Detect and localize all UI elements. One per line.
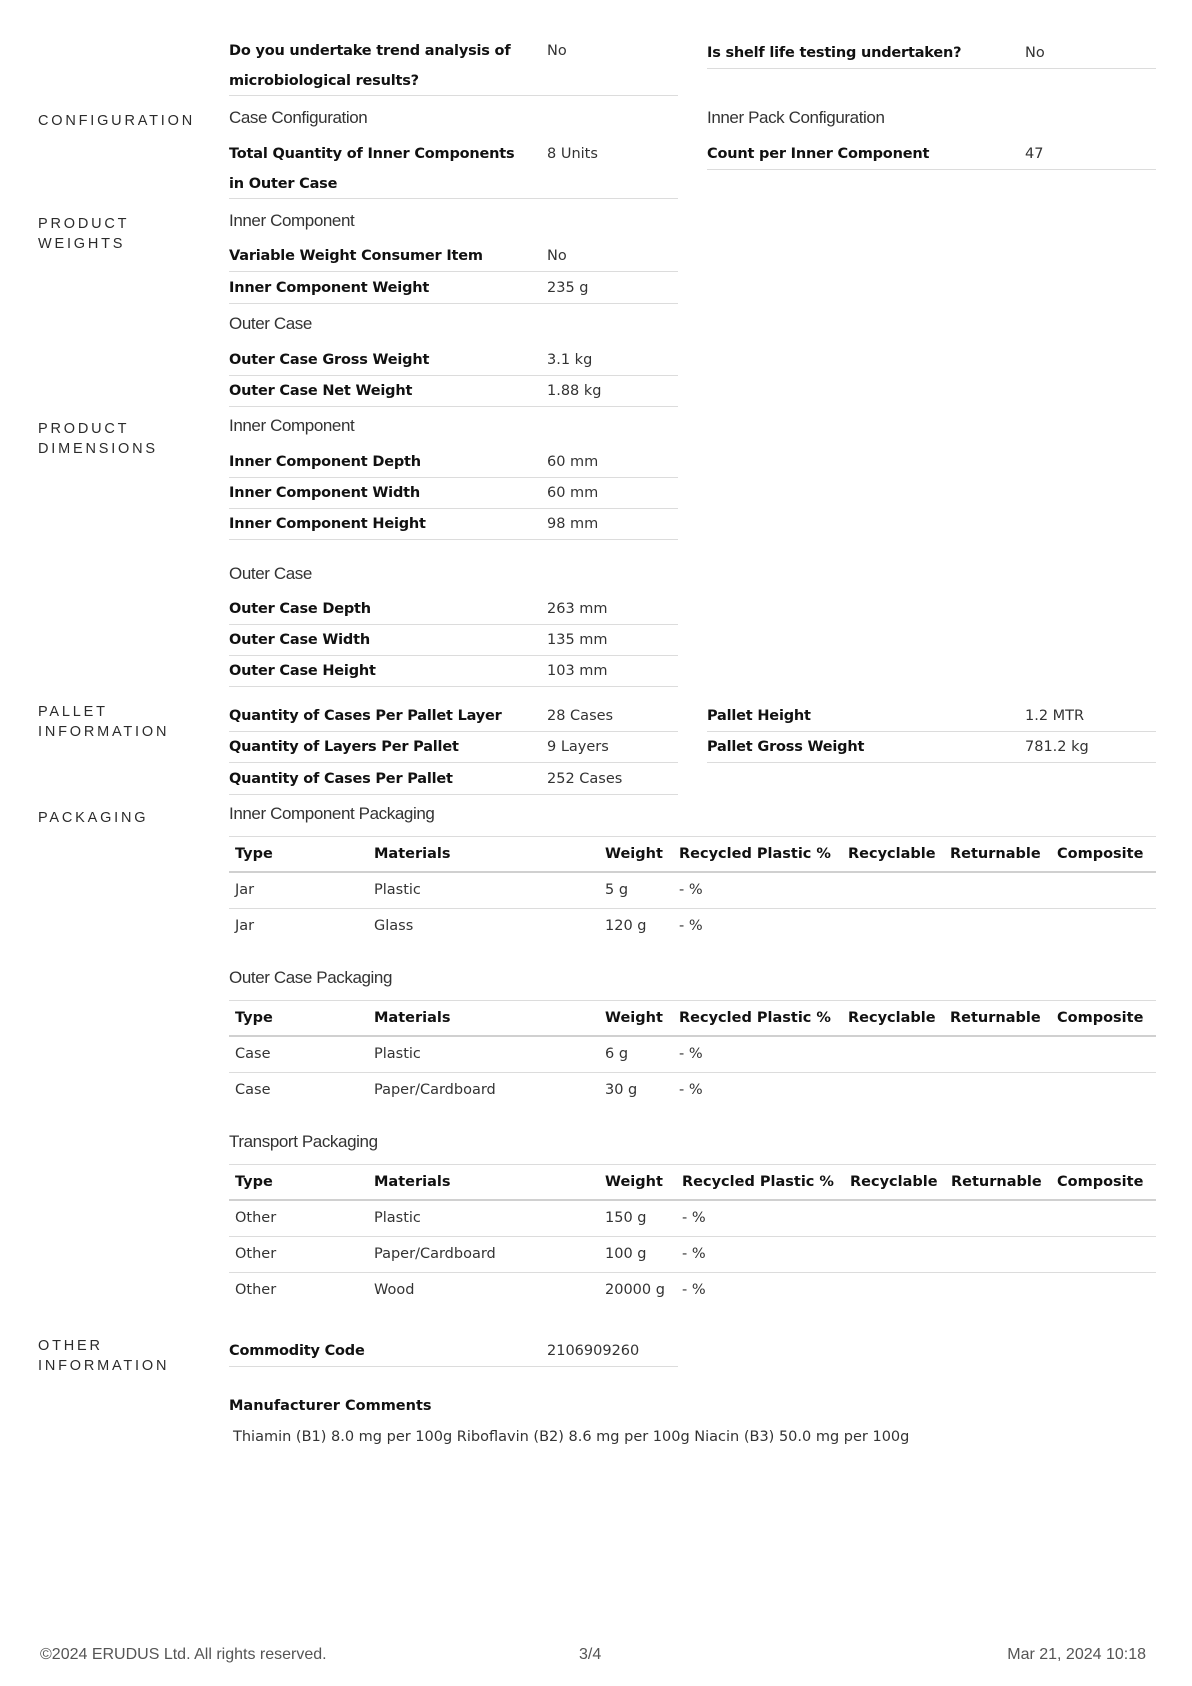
- section-label-configuration: CONFIGURATION: [38, 113, 195, 129]
- footer-page-number: 3/4: [579, 1646, 602, 1663]
- manufacturer-comments-text: Thiamin (B1) 8.0 mg per 100g Riboflavin (B2) 8.6 mg per 100g Niacin (B3) 50.0 mg per 100g: [233, 1429, 910, 1445]
- inner-packaging-title: Inner Component Packaging: [229, 804, 435, 823]
- footer-date: Mar 21, 2024 10:18: [1007, 1646, 1146, 1663]
- inner-pack-configuration-title: Inner Pack Configuration: [707, 108, 885, 127]
- weights-outer-title: Outer Case: [229, 314, 312, 333]
- commodity-code-label: Commodity Code: [229, 1343, 365, 1359]
- pallet-row: Pallet Height 1.2 MTR: [707, 701, 1156, 732]
- table-row: Jar Glass 120 g - %: [235, 918, 703, 934]
- section-label-other-information: OTHER INFORMATION: [38, 1338, 170, 1374]
- dimensions-outer-title: Outer Case: [229, 564, 312, 583]
- table-header: Type Materials Weight Recycled Plastic % Recyclable Returnable Composite: [229, 837, 1156, 873]
- table-header: Type Materials Weight Recycled Plastic % Recyclable Returnable Composite: [229, 1165, 1156, 1201]
- trend-analysis-row: [229, 36, 678, 96]
- manufacturer-comments-title: Manufacturer Comments: [229, 1398, 432, 1414]
- commodity-code-value: 2106909260: [547, 1343, 640, 1359]
- count-per-inner-label: Count per Inner Component: [707, 146, 930, 162]
- trend-analysis-question: Do you undertake trend analysis of microbiological results?: [229, 43, 511, 89]
- table-row: Other Wood 20000 g - %: [235, 1282, 706, 1298]
- commodity-code-row: [229, 1336, 678, 1367]
- table-row: Other Paper/Cardboard 100 g - %: [229, 1237, 1156, 1273]
- transport-packaging-title: Transport Packaging: [229, 1132, 378, 1151]
- count-per-inner-row: [707, 139, 1156, 170]
- dimensions-row: Inner Component Height 98 mm: [229, 509, 678, 540]
- table-header: Type Materials Weight Recycled Plastic % Recyclable Returnable Composite: [229, 1001, 1156, 1037]
- dimensions-row: Outer Case Height 103 mm: [229, 656, 678, 687]
- dimensions-row: Inner Component Width 60 mm: [229, 478, 678, 509]
- pallet-row: Quantity of Cases Per Pallet 252 Cases: [229, 764, 678, 795]
- dimensions-row: Outer Case Width 135 mm: [229, 625, 678, 656]
- weights-row: Inner Component Weight 235 g: [229, 273, 678, 304]
- pallet-row: Pallet Gross Weight 781.2 kg: [707, 732, 1156, 763]
- shelf-life-row: [707, 38, 1156, 69]
- dimensions-row: Outer Case Depth 263 mm: [229, 594, 678, 625]
- footer-copyright: ©2024 ERUDUS Ltd. All rights reserved.: [40, 1646, 327, 1663]
- table-row: Case Plastic 6 g - %: [229, 1037, 1156, 1073]
- section-label-product-dimensions: PRODUCT DIMENSIONS: [38, 421, 158, 457]
- outer-packaging-title: Outer Case Packaging: [229, 968, 393, 987]
- section-label-product-weights: PRODUCT WEIGHTS: [38, 216, 130, 252]
- total-quantity-row: [229, 139, 678, 199]
- dimensions-row: Inner Component Depth 60 mm: [229, 447, 678, 478]
- shelf-life-question: Is shelf life testing undertaken?: [707, 45, 962, 61]
- outer-packaging-table: [229, 1000, 1156, 1109]
- dimensions-inner-title: Inner Component: [229, 416, 355, 435]
- shelf-life-answer: No: [1025, 45, 1045, 61]
- count-per-inner-value: 47: [1025, 146, 1044, 162]
- total-quantity-label: Total Quantity of Inner Components in Outer Case: [229, 146, 515, 192]
- table-row: Jar Plastic 5 g - %: [229, 873, 1156, 909]
- weights-row: Variable Weight Consumer Item No: [229, 241, 678, 272]
- inner-packaging-table: [229, 836, 1156, 945]
- weights-inner-title: Inner Component: [229, 211, 355, 230]
- case-configuration-title: Case Configuration: [229, 108, 368, 127]
- section-label-packaging: PACKAGING: [38, 810, 149, 826]
- weights-row: Outer Case Gross Weight 3.1 kg: [229, 345, 678, 376]
- table-row: Other Plastic 150 g - %: [229, 1201, 1156, 1237]
- total-quantity-value: 8 Units: [547, 146, 598, 162]
- weights-row: Outer Case Net Weight 1.88 kg: [229, 376, 678, 407]
- transport-packaging-table: [229, 1164, 1156, 1309]
- table-row: Case Paper/Cardboard 30 g - %: [235, 1082, 703, 1098]
- trend-analysis-answer: No: [547, 43, 567, 59]
- pallet-row: Quantity of Layers Per Pallet 9 Layers: [229, 732, 678, 763]
- pallet-row: Quantity of Cases Per Pallet Layer 28 Cases: [229, 701, 678, 732]
- section-label-pallet-information: PALLET INFORMATION: [38, 704, 170, 740]
